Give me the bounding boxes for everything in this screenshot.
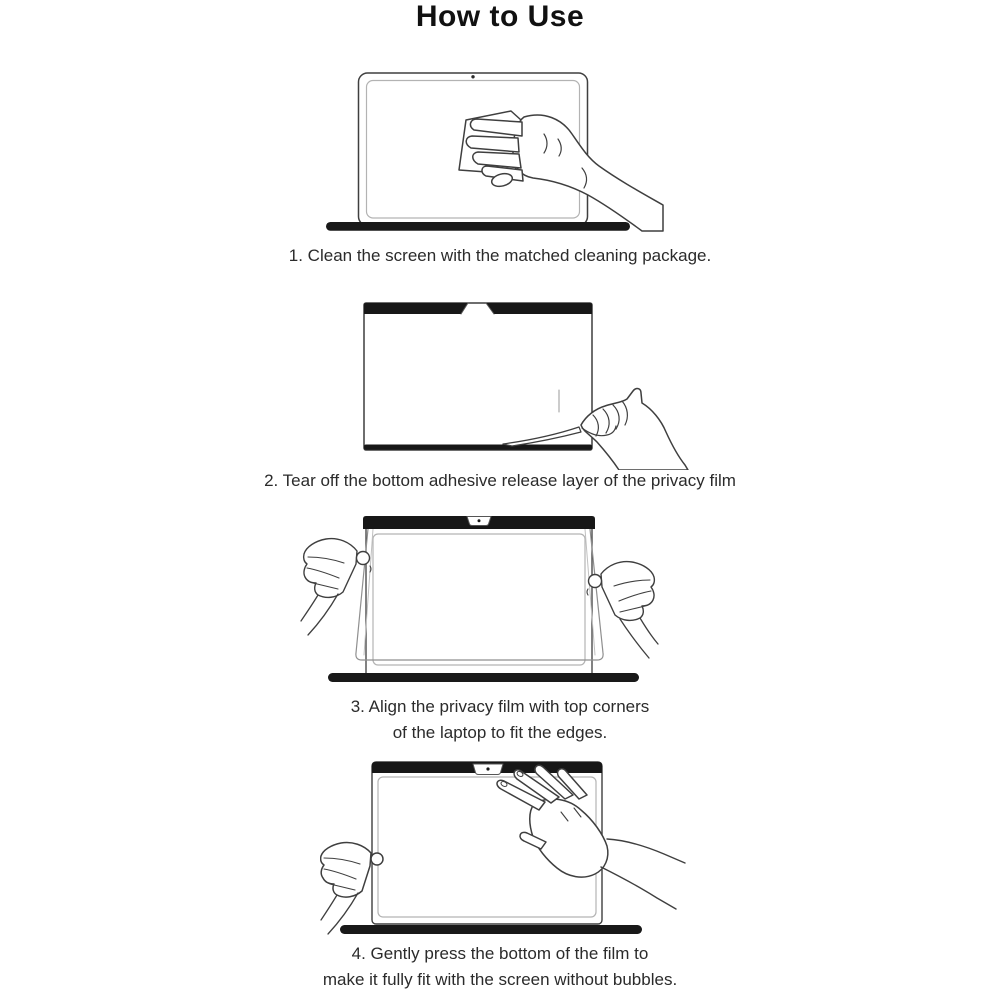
step-3-illustration [300, 507, 700, 692]
right-holding-hand [587, 562, 658, 658]
laptop-base [340, 925, 642, 934]
laptop-base [328, 673, 639, 682]
peeling-hand [581, 389, 688, 470]
webcam-dot-icon [471, 75, 474, 78]
left-holding-hand [301, 539, 371, 635]
step-3-caption-line-2: of the laptop to fit the edges. [392, 723, 608, 742]
step-2-illustration [300, 285, 700, 475]
step-4-caption-line-1: 4. Gently press the bottom of the film to [351, 944, 649, 963]
film-pressing-drawing [320, 750, 690, 950]
step-2-caption-line-1: 2. Tear off the bottom adhesive release layer of the privacy film [264, 471, 736, 490]
page-title: How to Use [415, 0, 585, 33]
step-3-caption [0, 694, 1000, 746]
film-bottom-adhesive-bar [364, 445, 592, 450]
webcam-dot-icon [486, 767, 489, 770]
step-1-caption-line-1: 1. Clean the screen with the matched cleaning package. [288, 246, 712, 265]
privacy-film-body [364, 303, 592, 450]
step-3-caption-line-1: 3. Align the privacy film with top corners [350, 697, 650, 716]
film-top-bar-left [364, 303, 468, 314]
film-peeling-drawing [300, 285, 700, 470]
laptop-base [326, 222, 630, 231]
step-4-caption-line-2: make it fully fit with the screen without bubbles. [322, 970, 678, 989]
webcam-dot-icon [478, 519, 481, 522]
laptop-screen-bezel [373, 534, 585, 665]
step-1-caption [0, 243, 1000, 269]
step-4-illustration [320, 750, 690, 955]
laptop-cleaning-drawing [320, 60, 680, 240]
step-1-illustration [320, 60, 680, 245]
film-top-bar-right [486, 303, 592, 314]
step-2-caption [0, 468, 1000, 494]
step-4-caption [0, 941, 1000, 993]
film-aligning-drawing [300, 507, 700, 687]
